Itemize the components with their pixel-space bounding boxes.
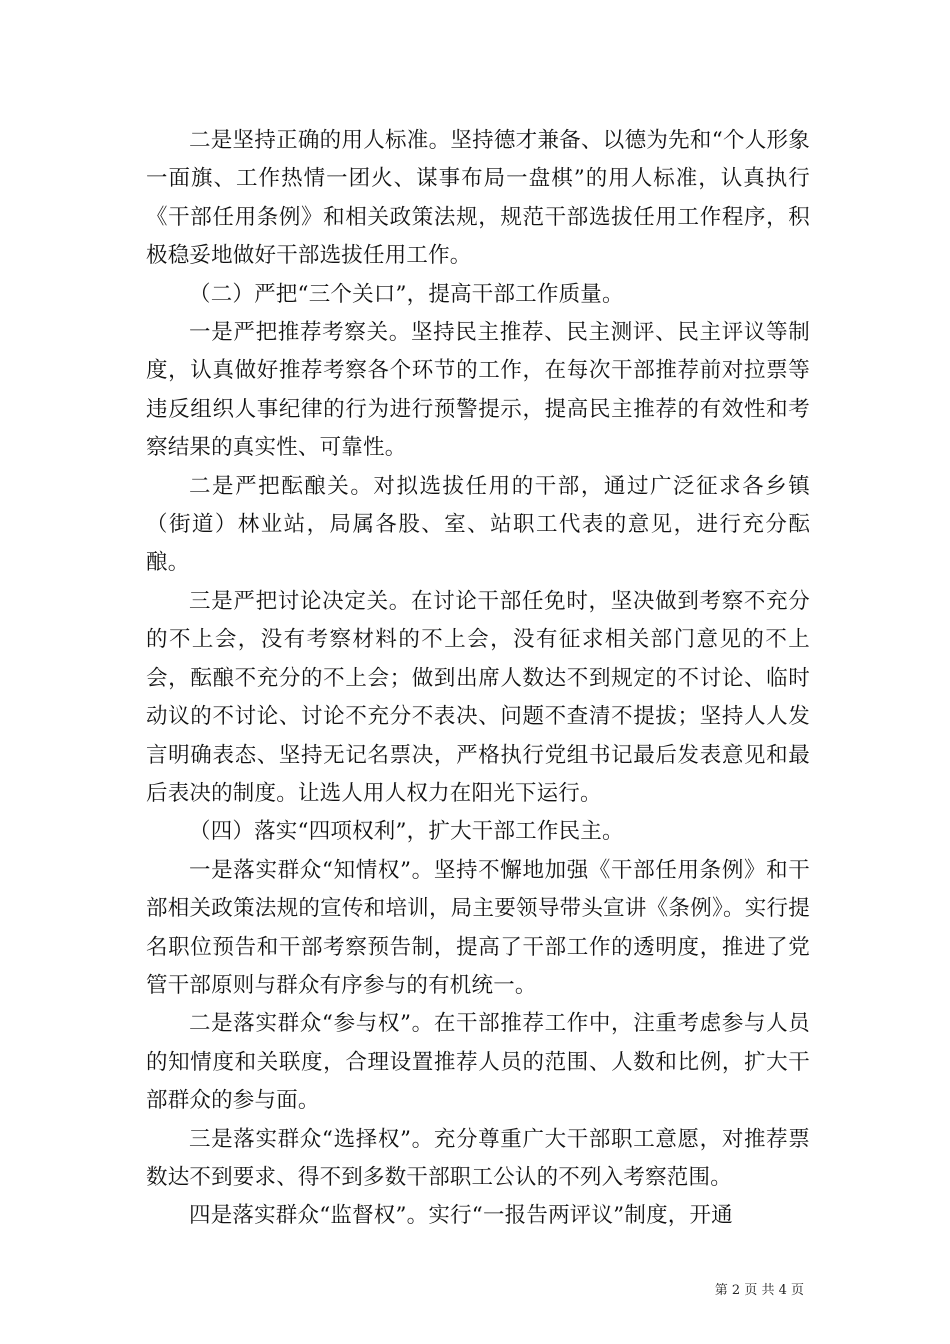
paragraph-recommend-inspect: 一是严把推荐考察关。坚持民主推荐、民主测评、民主评议等制度，认真做好推荐考察各个环节的工作，在每次干部推荐前对拉票等违反组织人事纪律的行为进行预警提示，提高民主推荐的有效性和考察结果的真实性、可靠性。 [146,320,810,461]
page-number-footer: 第 2 页 共 4 页 [714,1283,804,1298]
paragraph-discussion-decision: 三是严把讨论决定关。在讨论干部任免时，坚决做到考察不充分的不上会，没有考察材料的不上会，没有征求相关部门意见的不上会，酝酿不充分的不上会；做到出席人数达不到规定的不讨论、临时动议的不讨论、讨论不充分不表决、问题不查清不提拔；坚持人人发言明确表态、坚持无记名票决，严格执行党组书记最后发表意见和最后表决的制度。让选人用人权力在阳光下运行。 [146,588,810,806]
paragraph-right-to-know: 一是落实群众“知情权”。坚持不懈地加强《干部任用条例》和干部相关政策法规的宣传和培训，局主要领导带头宣讲《条例》。实行提名职位预告和干部考察预告制，提高了干部工作的透明度，推进了党管干部原则与群众有序参与的有机统一。 [146,857,810,998]
heading-four-rights: （四）落实“四项权利”，扩大干部工作民主。 [189,819,624,845]
paragraph-right-to-choose: 三是落实群众“选择权”。充分尊重广大干部职工意愿，对推荐票数达不到要求、得不到多数干部职工公认的不列入考察范围。 [146,1126,810,1190]
paragraph-deliberation: 二是严把酝酿关。对拟选拔任用的干部，通过广泛征求各乡镇（街道）林业站，局属各股、室、站职工代表的意见，进行充分酝酿。 [146,473,810,576]
document-body [146,122,810,1236]
paragraph-right-to-supervise: 四是落实群众“监督权”。实行“一报告两评议”制度，开通 [189,1203,733,1229]
heading-three-gates: （二）严把“三个关口”，提高干部工作质量。 [189,281,624,307]
paragraph-standard: 二是坚持正确的用人标准。坚持德才兼备、以德为先和“个人形象一面旗、工作热情一团火、谋事布局一盘棋”的用人标准，认真执行《干部任用条例》和相关政策法规，规范干部选拔任用工作程序，积极稳妥地做好干部选拔任用工作。 [146,128,810,269]
paragraph-right-to-participate: 二是落实群众“参与权”。在干部推荐工作中，注重考虑参与人员的知情度和关联度，合理设置推荐人员的范围、人数和比例，扩大干部群众的参与面。 [146,1011,810,1114]
